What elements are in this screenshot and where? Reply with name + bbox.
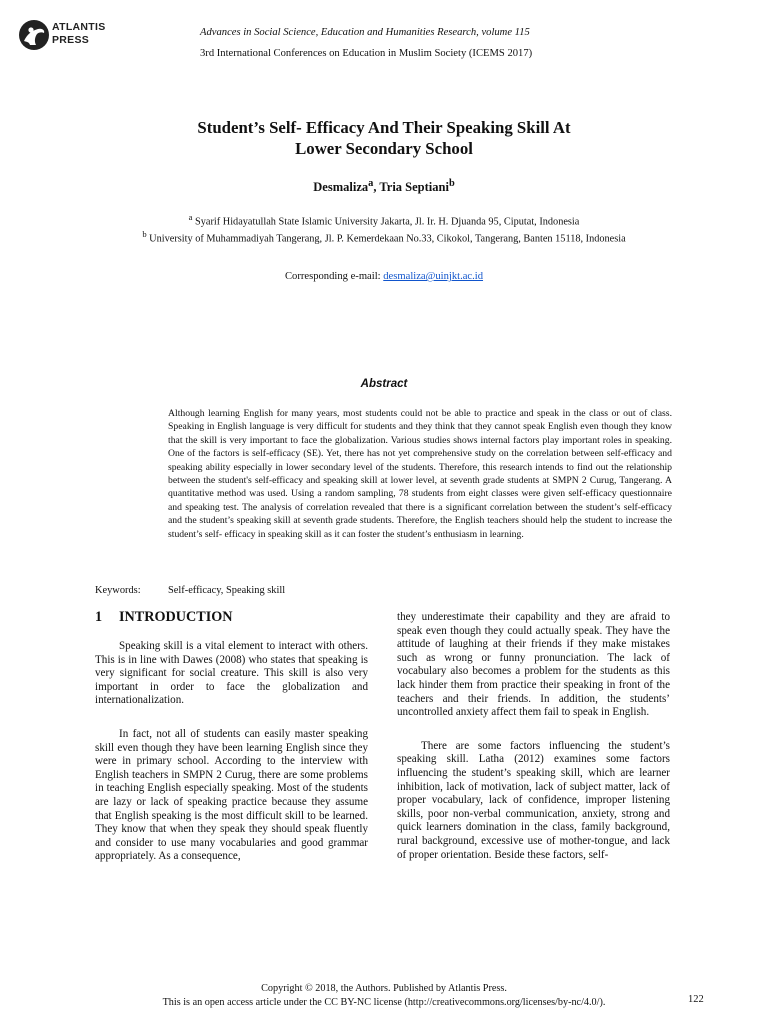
affiliation-b-text: University of Muhammadiyah Tangerang, Jl. P. Kemerdekaan No.33, Cikokol, Tangerang, Banten 15118, Indonesia [146, 233, 626, 245]
paragraph: Speaking skill is a vital element to interact with others. This is in line with Dawes (2008) who states that speaking is very significant for social creature. This skill is also very important in order to face the globalization and internationalization. [95, 640, 368, 707]
publisher-logo [18, 19, 118, 55]
logo-text-line2: PRESS [52, 33, 90, 46]
paper-title [0, 117, 768, 159]
paragraph: There are some factors influencing the student’s speaking skill. Latha (2012) examines some factors influencing the student’s speaking skill, which are learner inhibition, lack of motivation, lack of subject matter, lack of proper vocabulary, lack of confidence, improper listening skills, poor non-verbal communication, anxiety, strong and quick learners domination in the class, family background, rural background, excessive use of mother-tongue, and lack of proper orientation. Beside these factors, self- [397, 739, 670, 861]
conference-name: 3rd International Conferences on Education in Muslim Society (ICEMS 2017) [200, 48, 533, 59]
affiliation-a [0, 212, 768, 227]
affiliation-b-mark: b [142, 229, 147, 239]
corresponding-email-label: Corresponding e-mail: [284, 271, 384, 282]
affiliation-a-mark: a [188, 212, 193, 222]
title-line-2: Lower Secondary School [295, 139, 473, 158]
keywords-label: Keywords: [95, 585, 141, 596]
page-number: 122 [688, 994, 704, 1005]
paragraph: In fact, not all of students can easily master speaking skill even though they have been learning English since they were in primary school. According to the interview with English teachers in SMPN 2 Curug, there are some problems in teaching English especially speaking. Most of the students are lazy or lack of speaking practice because they assume that English speaking is the most difficult skill to be learned. They know that when they speak they should speak fluently and consider to use many vocabularies and good grammar appropriately. As a consequence, [95, 727, 368, 863]
author-2-affiliation-mark: b [448, 178, 455, 189]
abstract-heading: Abstract [360, 378, 408, 390]
section-title: INTRODUCTION [119, 609, 233, 625]
title-line-1: Student’s Self- Efficacy And Their Speaking Skill At [197, 118, 571, 137]
section-number: 1 [95, 609, 103, 625]
footer-copyright: Copyright © 2018, the Authors. Published by Atlantis Press. [261, 983, 507, 994]
section-heading [95, 609, 233, 626]
logo-text-line1: ATLANTIS [52, 21, 106, 33]
logo-text [52, 21, 106, 46]
journal-name: Advances in Social Science, Education and Humanities Research, volume 115 [200, 27, 530, 38]
footer-license: This is an open access article under the CC BY-NC license (http://creativecommons.org/licenses/by-nc/4.0/). [162, 997, 606, 1008]
affiliation-a-text: Syarif Hidayatullah State Islamic University Jakarta, Jl. Ir. H. Djuanda 95, Ciputat, Indonesia [192, 216, 580, 228]
author-1: Desmaliza [313, 180, 369, 195]
author-2: Tria Septiani [379, 180, 449, 195]
right-column [397, 611, 670, 862]
corresponding-email [0, 271, 768, 282]
author-separator: , [373, 180, 380, 195]
left-column [95, 640, 368, 864]
corresponding-email-link[interactable]: desmaliza@uinjkt.ac.id [383, 271, 484, 282]
abstract-body: Although learning English for many years, most students could not be able to practice and speak in the class or out of class. Speaking in English language is very difficult for students and they think that they cannot speak English even though they know that the skill is very important to face the globalization. Various studies shows internal factors play important roles in speaking. One of the factors is self-efficacy (SE). Yet, there has not yet comprehensive study on the correlation between self-efficacy and speaking ability especially in lower secondary level of the students. Therefore, this research intends to find out the relationship between the student's self-efficacy and speaking skill at lower level, at seventh grade students at SMPN 2 Curug, Tangerang. A quantitative method was used. Using a random sampling, 78 students from eight classes were given self-efficacy questionnaire and speaking test. The analysis of correlation revealed that there is a significant correlation between the student’s self-efficacy and the student’s speaking skill at seventh grade students. Therefore, the English teachers should help the student to increase the student’s self- efficacy in speaking skill as it can foster the student’s enthusiasm in learning. [168, 408, 672, 540]
authors [0, 178, 768, 195]
keywords-value: Self-efficacy, Speaking skill [168, 585, 286, 596]
atlas-figure-icon [18, 19, 50, 51]
author-1-affiliation-mark: a [368, 178, 374, 189]
affiliation-b [0, 229, 768, 244]
paragraph: they underestimate their capability and they are afraid to speak even though they could actually speak. They have the attitude of laughing at their friends if they make mistakes such as wrong or funny pronunciation. The lack of vocabulary also becomes a problem for the students as this lack hinder them from practice their speaking in front of the teachers and their friends. In addition, the students’ uncontrolled anxiety affect them fail to speak in English. [397, 611, 670, 719]
